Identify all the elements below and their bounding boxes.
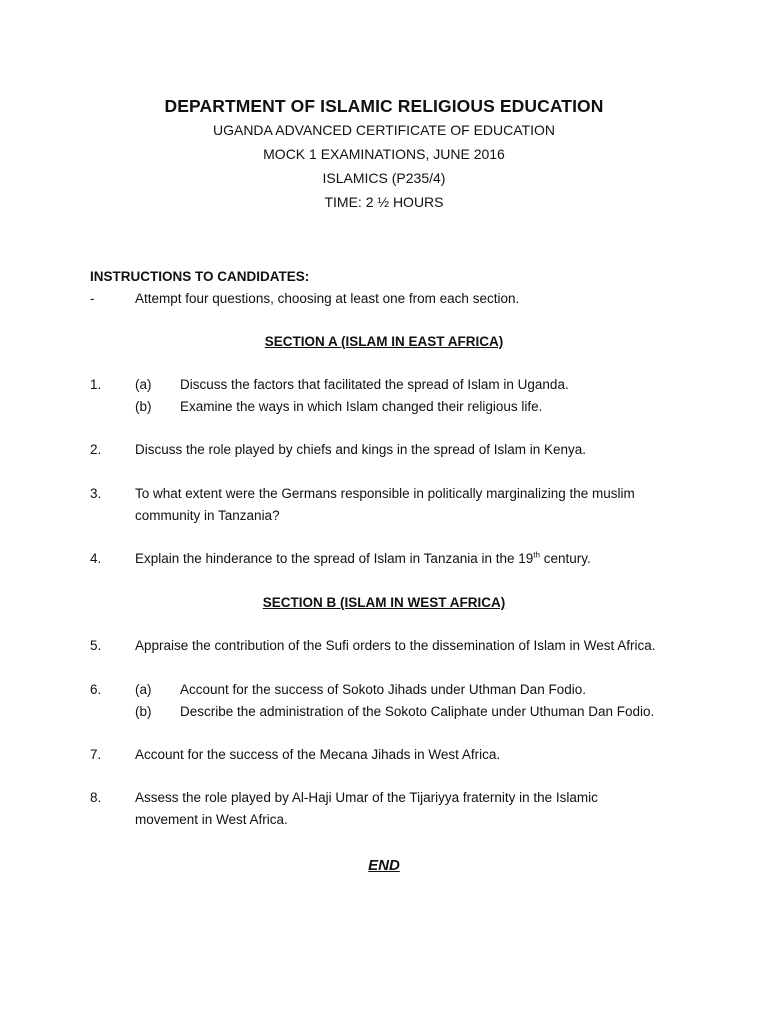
question-number: 4. bbox=[90, 551, 102, 566]
question-1b bbox=[90, 396, 710, 418]
question-1a bbox=[90, 374, 710, 396]
part-label: (b) bbox=[135, 399, 152, 414]
question-text: Account for the success of Sokoto Jihads under Uthman Dan Fodio. bbox=[180, 682, 586, 697]
section-a-heading: SECTION A (ISLAM IN EAST AFRICA) bbox=[264, 334, 504, 349]
instruction-text: Attempt four questions, choosing at least one from each section. bbox=[135, 291, 520, 306]
question-8 bbox=[90, 787, 710, 831]
question-text: To what extent were the Germans responsible in politically marginalizing the muslim bbox=[135, 486, 635, 501]
question-text: Describe the administration of the Sokoto Caliphate under Uthuman Dan Fodio. bbox=[180, 704, 655, 719]
question-5 bbox=[90, 635, 710, 657]
instructions-block bbox=[90, 266, 710, 310]
question-text: Account for the success of the Mecana Jihads in West Africa. bbox=[135, 747, 501, 762]
department-title: DEPARTMENT OF ISLAMIC RELIGIOUS EDUCATION bbox=[164, 96, 604, 116]
part-label: (a) bbox=[135, 377, 152, 392]
end-marker: END bbox=[368, 857, 400, 874]
question-number: 7. bbox=[90, 747, 102, 762]
question-6 bbox=[90, 679, 710, 723]
section-b-heading: SECTION B (ISLAM IN WEST AFRICA) bbox=[262, 595, 506, 610]
certificate-line: UGANDA ADVANCED CERTIFICATE OF EDUCATION bbox=[212, 122, 555, 138]
question-1 bbox=[90, 374, 710, 418]
exam-session-line: MOCK 1 EXAMINATIONS, JUNE 2016 bbox=[263, 146, 505, 162]
question-text: Assess the role played by Al-Haji Umar of the Tijariyya fraternity in the Islamic bbox=[135, 790, 598, 805]
instruction-item bbox=[90, 288, 710, 310]
question-3 bbox=[90, 483, 710, 527]
question-text: Examine the ways in which Islam changed their religious life. bbox=[180, 399, 543, 414]
question-number: 3. bbox=[90, 486, 102, 501]
question-number: 1. bbox=[90, 377, 102, 392]
question-number: 2. bbox=[90, 442, 102, 457]
question-text: Discuss the role played by chiefs and kings in the spread of Islam in Kenya. bbox=[135, 442, 586, 457]
question-6b bbox=[90, 701, 710, 723]
question-text: Appraise the contribution of the Sufi orders to the dissemination of Islam in West Africa. bbox=[135, 638, 656, 653]
question-number: 6. bbox=[90, 682, 102, 697]
question-4 bbox=[90, 548, 710, 570]
question-2 bbox=[90, 439, 710, 461]
part-label: (a) bbox=[135, 682, 152, 697]
paper-code-line: ISLAMICS (P235/4) bbox=[322, 170, 446, 186]
superscript-th: th bbox=[533, 550, 540, 560]
instructions-heading: INSTRUCTIONS TO CANDIDATES: bbox=[90, 269, 310, 284]
time-line: TIME: 2 ½ HOURS bbox=[324, 194, 444, 210]
question-text-continued: movement in West Africa. bbox=[135, 812, 288, 827]
question-text-continued: community in Tanzania? bbox=[135, 508, 280, 523]
question-text: Explain the hinderance to the spread of Islam in Tanzania in the 19th century. bbox=[135, 550, 591, 566]
instruction-bullet: - bbox=[90, 291, 95, 306]
question-text: Discuss the factors that facilitated the spread of Islam in Uganda. bbox=[180, 377, 569, 392]
question-6a bbox=[90, 679, 710, 701]
exam-header bbox=[0, 94, 768, 214]
part-label: (b) bbox=[135, 704, 152, 719]
question-number: 5. bbox=[90, 638, 102, 653]
question-7 bbox=[90, 744, 710, 766]
question-number: 8. bbox=[90, 790, 102, 805]
